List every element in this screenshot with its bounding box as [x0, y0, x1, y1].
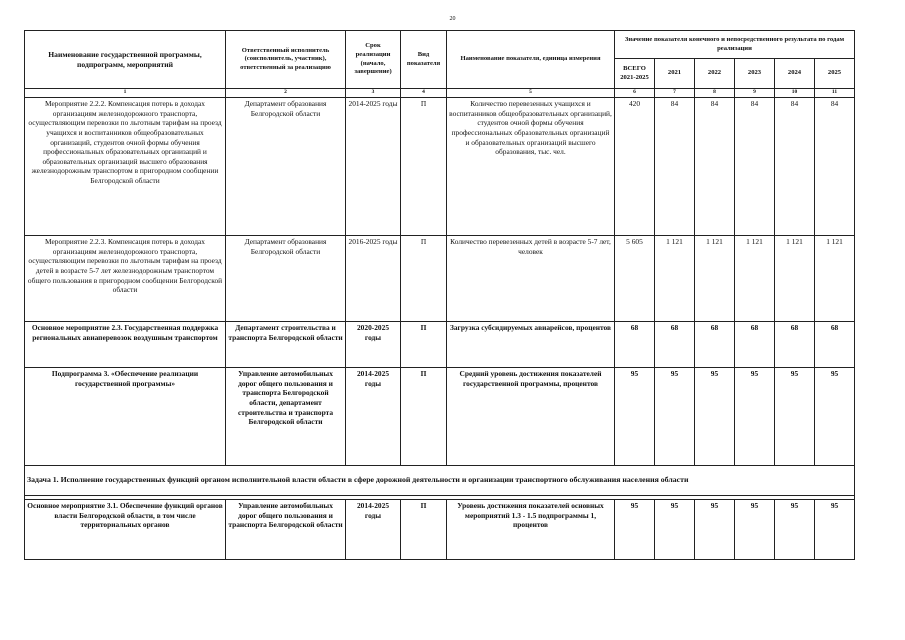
row-value: 95: [695, 368, 735, 466]
row-indicator: Количество перевезенных учащихся и воспитанников общеобразовательных организаций, студентов очной формы обучения профессиональных образовательных организаций и образовательных организаций высшего образования, тыс. чел.: [447, 98, 615, 236]
row-indicator: Средний уровень достижения показателей государственной программы, процентов: [447, 368, 615, 466]
row-name: Мероприятие 2.2.3. Компенсация потерь в доходах организациям железнодорожного транспорта, осуществляющим перевозки по льготным тарифам на проезд детей в возрасте 5-7 лет железнодорожным транспортом общего пользования в пригородном сообщении Белгородской области: [25, 236, 226, 322]
column-number: 2: [226, 89, 346, 98]
row-value: 84: [815, 98, 855, 236]
row-value: 1 121: [815, 236, 855, 322]
row-name: Основное мероприятие 3.1. Обеспечение функций органов власти Белгородской области, в том числе территориальных органов: [25, 500, 226, 560]
row-kind: П: [401, 500, 447, 560]
row-kind: П: [401, 98, 447, 236]
row-period: 2014-2025 годы: [346, 368, 401, 466]
indicators-table: [24, 30, 855, 560]
row-value: 95: [775, 368, 815, 466]
row-value: 68: [695, 322, 735, 368]
row-value: 68: [775, 322, 815, 368]
row-value-total: 5 605: [615, 236, 655, 322]
column-number: 8: [695, 89, 735, 98]
task-heading: Задача 1. Исполнение государственных функций органом исполнительной власти области в сфере дорожной деятельности и организации транспортного обслуживания населения области: [25, 466, 855, 496]
row-value: 95: [655, 500, 695, 560]
row-value: 84: [775, 98, 815, 236]
row-executor: Департамент образования Белгородской области: [226, 98, 346, 236]
column-number: 1: [25, 89, 226, 98]
row-value: 95: [775, 500, 815, 560]
row-value: 95: [655, 368, 695, 466]
header-year: 2023: [735, 59, 775, 89]
row-value: 1 121: [695, 236, 735, 322]
row-value-total: 95: [615, 368, 655, 466]
header-total: ВСЕГО 2021-2025: [615, 59, 655, 89]
row-value-total: 95: [615, 500, 655, 560]
column-number: 9: [735, 89, 775, 98]
header-executor: Ответственный исполнитель (соисполнитель, участник), ответственный за реализацию: [226, 31, 346, 89]
row-value: 84: [655, 98, 695, 236]
header-year: 2022: [695, 59, 735, 89]
header-year: 2024: [775, 59, 815, 89]
header-period: Срок реализации (начало, завершение): [346, 31, 401, 89]
row-value: 95: [695, 500, 735, 560]
row-executor: Управление автомобильных дорог общего пользования и транспорта Белгородской области, департамент строительства и транспорта Белгородской области: [226, 368, 346, 466]
row-period: 2020-2025 годы: [346, 322, 401, 368]
table-row: [25, 236, 855, 322]
row-value: 95: [735, 368, 775, 466]
table-row: [25, 98, 855, 236]
column-number: 5: [447, 89, 615, 98]
row-period: 2014-2025 годы: [346, 98, 401, 236]
header-year: 2021: [655, 59, 695, 89]
table-row: [25, 322, 855, 368]
row-value: 84: [695, 98, 735, 236]
row-value-total: 68: [615, 322, 655, 368]
column-number: 6: [615, 89, 655, 98]
row-value: 1 121: [735, 236, 775, 322]
row-kind: П: [401, 236, 447, 322]
column-number: 11: [815, 89, 855, 98]
column-number: 4: [401, 89, 447, 98]
row-value: 68: [735, 322, 775, 368]
table-row: [25, 368, 855, 466]
row-indicator: Количество перевезенных детей в возрасте 5-7 лет, человек: [447, 236, 615, 322]
header-kind: Вид показателя: [401, 31, 447, 89]
row-value: 95: [735, 500, 775, 560]
row-indicator: Загрузка субсидируемых авиарейсов, процентов: [447, 322, 615, 368]
row-name: Основное мероприятие 2.3. Государственная поддержка региональных авиаперевозок воздушным транспортом: [25, 322, 226, 368]
row-value: 84: [735, 98, 775, 236]
row-value-total: 420: [615, 98, 655, 236]
row-executor: Департамент строительства и транспорта Белгородской области: [226, 322, 346, 368]
page-number: 20: [449, 16, 456, 22]
row-name: Подпрограмма 3. «Обеспечение реализации государственной программы»: [25, 368, 226, 466]
row-value: 68: [815, 322, 855, 368]
row-kind: П: [401, 322, 447, 368]
row-value: 1 121: [655, 236, 695, 322]
row-value: 1 121: [775, 236, 815, 322]
row-period: 2016-2025 годы: [346, 236, 401, 322]
column-number: 3: [346, 89, 401, 98]
row-executor: Департамент образования Белгородской области: [226, 236, 346, 322]
row-period: 2014-2025 годы: [346, 500, 401, 560]
column-number: 10: [775, 89, 815, 98]
row-value: 95: [815, 500, 855, 560]
header-values-group: Значение показателя конечного и непосредственного результата по годам реализации: [615, 31, 855, 59]
row-value: 95: [815, 368, 855, 466]
table-row: [25, 500, 855, 560]
header-indicator: Наименование показателя, единица измерения: [447, 31, 615, 89]
column-numbers-row: [25, 89, 855, 98]
column-number: 7: [655, 89, 695, 98]
task-row: [25, 466, 855, 496]
row-kind: П: [401, 368, 447, 466]
row-value: 68: [655, 322, 695, 368]
header-name: Наименование государственной программы, подпрограмм, мероприятий: [25, 31, 226, 89]
row-executor: Управление автомобильных дорог общего пользования и транспорта Белгородской области: [226, 500, 346, 560]
header-year: 2025: [815, 59, 855, 89]
row-indicator: Уровень достижения показателей основных мероприятий 1.3 - 1.5 подпрограммы 1, процентов: [447, 500, 615, 560]
row-name: Мероприятие 2.2.2. Компенсация потерь в доходах организациям железнодорожного транспорта, осуществляющим перевозки по льготным тарифам на проезд учащихся и воспитанников общеобразовательных организаций, студентов очной формы обучения профессиональных образовательных организаций и образовательных организаций высшего образования железнодорожным транспортом в пригородном сообщении Белгородской области: [25, 98, 226, 236]
